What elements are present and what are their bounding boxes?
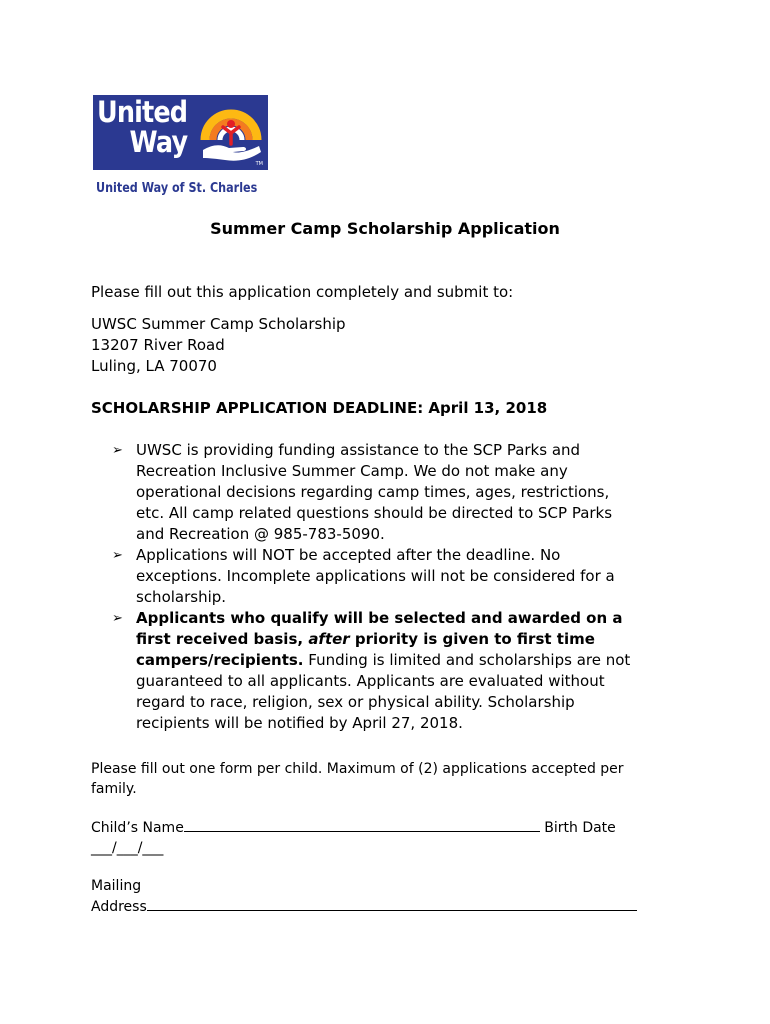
bullet-line: recipients will be notified by April 27, 2018.	[136, 714, 463, 732]
child-name-field[interactable]	[184, 817, 540, 832]
note-line: family.	[91, 781, 137, 797]
intro-text: Please fill out this application completely and submit to:	[91, 283, 514, 301]
bullet-line	[136, 629, 682, 650]
logo-line2: Way	[129, 125, 188, 159]
address-line: UWSC Summer Camp Scholarship	[91, 315, 346, 333]
application-form	[91, 817, 637, 917]
instruction-note	[91, 759, 624, 799]
bullet-line: UWSC is providing funding assistance to the SCP Parks and	[136, 441, 581, 459]
bullet-bold-text: campers/recipients.	[136, 651, 304, 669]
bullet-item-deadline	[112, 545, 682, 608]
bullet-line: etc. All camp related questions should be directed to SCP Parks	[136, 504, 613, 522]
birth-date-label: Birth Date	[539, 820, 616, 836]
address-field[interactable]	[147, 896, 637, 911]
logo-wordmark	[97, 97, 187, 157]
arrow-bullet-icon: ➢	[112, 443, 123, 458]
bullet-line: Applicants who qualify will be selected and awarded on a	[136, 609, 623, 627]
bullet-line: guaranteed to all applicants. Applicants are evaluated without	[136, 672, 605, 690]
birth-date-field[interactable]: ___/___/___	[91, 840, 164, 856]
bullet-text: Funding is limited and scholarships are not	[303, 651, 631, 669]
bullet-line: scholarship.	[136, 588, 227, 606]
bullet-line: Applications will NOT be accepted after the deadline. No	[136, 546, 561, 564]
deadline-heading: SCHOLARSHIP APPLICATION DEADLINE: April 13, 2018	[91, 399, 548, 417]
logo-caption: United Way of St. Charles	[96, 181, 258, 196]
bullet-line	[136, 650, 682, 671]
page-title: Summer Camp Scholarship Application	[210, 219, 560, 238]
note-line: Please fill out one form per child. Maximum of (2) applications accepted per	[91, 761, 624, 777]
hand-rainbow-icon	[199, 100, 263, 166]
address-label: Address	[91, 899, 147, 915]
child-name-row	[91, 817, 637, 838]
arrow-bullet-icon: ➢	[112, 611, 123, 626]
bullet-list	[112, 440, 682, 734]
bullet-line: operational decisions regarding camp times, ages, restrictions,	[136, 483, 610, 501]
spacer	[91, 858, 637, 876]
address-line: Luling, LA 70070	[91, 357, 217, 375]
united-way-logo	[93, 95, 268, 170]
bullet-item-funding	[112, 440, 682, 545]
bullet-line: regard to race, religion, sex or physical ability. Scholarship	[136, 693, 575, 711]
arrow-bullet-icon: ➢	[112, 548, 123, 563]
bullet-item-selection	[112, 608, 682, 734]
bullet-line: Recreation Inclusive Summer Camp. We do not make any	[136, 462, 568, 480]
logo-line1: United	[97, 95, 188, 129]
address-row	[91, 896, 637, 917]
mailing-address	[91, 314, 346, 377]
bullet-line: and Recreation @ 985-783-5090.	[136, 525, 385, 543]
child-name-label: Child’s Name	[91, 820, 184, 836]
bullet-emphasis: after	[308, 630, 350, 648]
bullet-text: first received basis,	[136, 630, 309, 648]
address-line: 13207 River Road	[91, 336, 225, 354]
bullet-line: exceptions. Incomplete applications will not be considered for a	[136, 567, 615, 585]
mailing-label: Mailing	[91, 878, 142, 894]
logo-trademark: TM	[255, 161, 263, 167]
bullet-text: priority is given to first time	[349, 630, 595, 648]
